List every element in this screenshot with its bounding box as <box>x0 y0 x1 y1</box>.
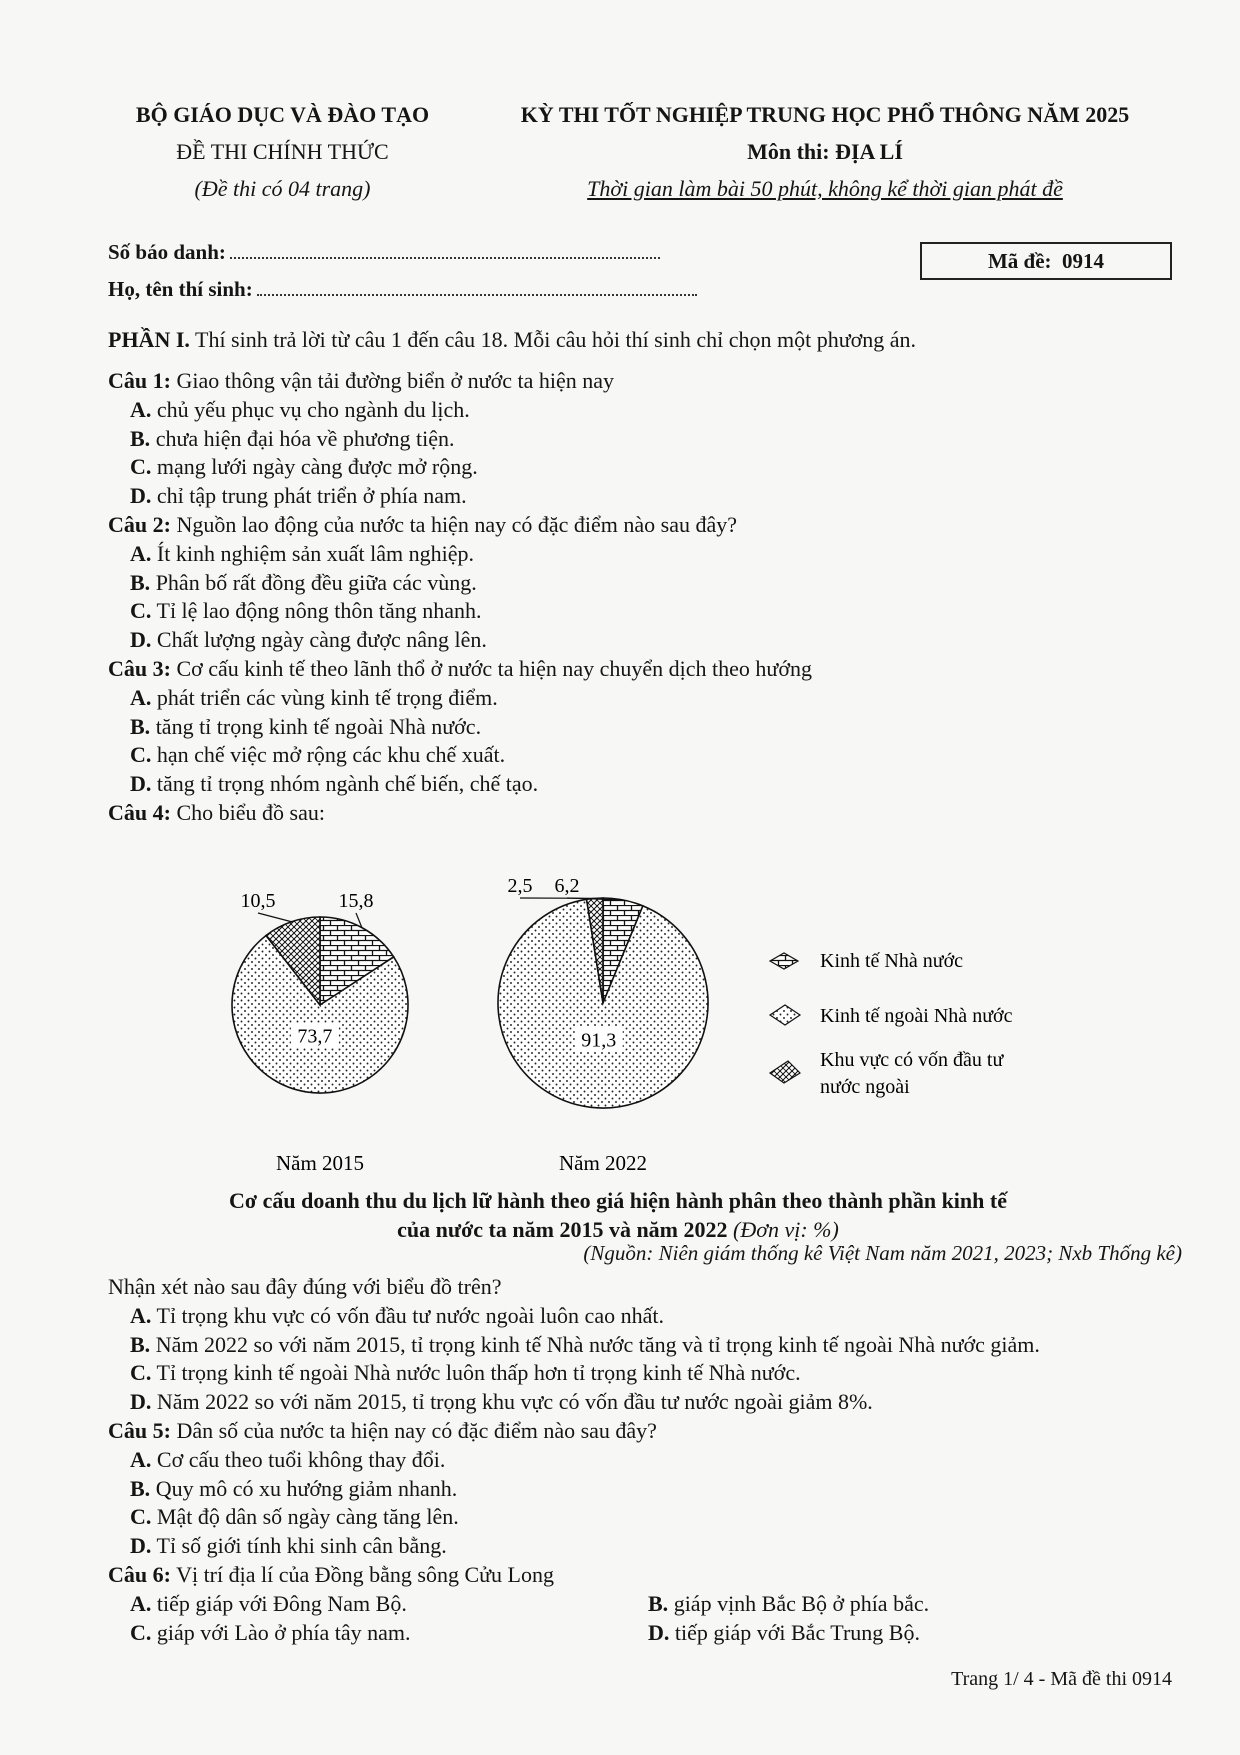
pie-2022 <box>498 898 708 1108</box>
part1-text: Thí sinh trả lời từ câu 1 đến câu 18. Mỗi câu hỏi thí sinh chỉ chọn một phương án. <box>195 327 917 352</box>
pages-note: (Đề thi có 04 trang) <box>194 176 371 201</box>
q3-text: Cơ cấu kinh tế theo lãnh thổ ở nước ta hiện nay chuyển dịch theo hướng <box>176 655 812 681</box>
q6-option-a[interactable]: A. tiếp giáp với Đông Nam Bộ. <box>130 1590 407 1616</box>
part1-instruction <box>108 326 916 355</box>
q6-text: Vị trí địa lí của Đồng bằng sông Cửu Long <box>176 1561 554 1587</box>
q3-option-b[interactable]: B. tăng tỉ trọng kinh tế ngoài Nhà nước. <box>130 713 482 739</box>
questions-1-3 <box>108 367 812 828</box>
legend-label-non-state: Kinh tế ngoài Nhà nước <box>820 1005 1013 1027</box>
q2-option-b[interactable]: B. Phân bố rất đồng đều giữa các vùng. <box>130 569 477 595</box>
name-dots[interactable] <box>257 278 697 296</box>
chart-title-line1: Cơ cấu doanh thu du lịch lữ hành theo giá hiện hành phân theo thành phần kinh tế <box>229 1188 1007 1213</box>
pie-label-fdi: 2,5 <box>507 875 533 897</box>
question-2 <box>108 511 812 540</box>
question-6 <box>108 1561 1188 1590</box>
q6-option-c[interactable]: C. giáp với Lào ở phía tây nam. <box>130 1619 411 1645</box>
q5-option-d[interactable]: D. Tỉ số giới tính khi sinh cân bằng. <box>130 1533 447 1559</box>
q4-text: Cho biểu đồ sau: <box>176 799 325 825</box>
legend-label-fdi-2: nước ngoài <box>820 1076 910 1098</box>
pie-label-non-state: 91,3 <box>581 1029 617 1052</box>
q6-label: Câu 6: <box>108 1561 171 1587</box>
legend-swatch-state <box>770 953 798 969</box>
q3-label: Câu 3: <box>108 655 171 681</box>
chart-unit: (Đơn vị: %) <box>733 1217 839 1242</box>
official-label: ĐỀ THI CHÍNH THỨC <box>176 139 389 164</box>
subject: Môn thi: ĐỊA LÍ <box>747 139 903 164</box>
question-1 <box>108 367 812 396</box>
q4-option-c[interactable]: C. Tỉ trọng kinh tế ngoài Nhà nước luôn thấp hơn tỉ trọng kinh tế Nhà nước. <box>130 1360 801 1386</box>
q5-option-c[interactable]: C. Mật độ dân số ngày càng tăng lên. <box>130 1504 459 1530</box>
q2-option-c[interactable]: C. Tỉ lệ lao động nông thôn tăng nhanh. <box>130 598 482 624</box>
q2-label: Câu 2: <box>108 511 171 537</box>
q6-option-d[interactable]: D. tiếp giáp với Bắc Trung Bộ. <box>648 1619 920 1645</box>
q5-option-a[interactable]: A. Cơ cấu theo tuổi không thay đổi. <box>130 1446 446 1472</box>
sbd-label: Số báo danh: <box>108 240 226 264</box>
q3-option-a[interactable]: A. phát triển các vùng kinh tế trọng điểm. <box>130 684 498 710</box>
question-3 <box>108 655 812 684</box>
year-label-2015: Năm 2015 <box>275 1151 365 1175</box>
q1-option-b[interactable]: B. chưa hiện đại hóa về phương tiện. <box>130 425 455 451</box>
time-note: Thời gian làm bài 50 phút, không kể thời gian phát đề <box>587 176 1063 201</box>
page-footer: Trang 1/ 4 - Mã đề thi 0914 <box>951 1668 1172 1690</box>
q1-option-d[interactable]: D. chỉ tập trung phát triển ở phía nam. <box>130 483 467 509</box>
q4-label: Câu 4: <box>108 799 171 825</box>
q1-label: Câu 1: <box>108 368 171 393</box>
q4-option-a[interactable]: A. Tỉ trọng khu vực có vốn đầu tư nước ngoài luôn cao nhất. <box>130 1302 664 1328</box>
exam-title: KỲ THI TỐT NGHIỆP TRUNG HỌC PHỔ THÔNG NĂM 2025 <box>520 102 1130 127</box>
legend-swatch-fdi <box>770 1061 800 1083</box>
q3-option-c[interactable]: C. hạn chế việc mở rộng các khu chế xuất. <box>130 742 506 768</box>
name-field <box>108 277 697 302</box>
q2-option-a[interactable]: A. Ít kinh nghiệm sản xuất lâm nghiệp. <box>130 540 474 566</box>
pie-chart-figure <box>180 855 1180 1185</box>
q6-option-b[interactable]: B. giáp vịnh Bắc Bộ ở phía bắc. <box>648 1590 930 1616</box>
question-4 <box>108 799 812 828</box>
q2-option-d[interactable]: D. Chất lượng ngày càng được nâng lên. <box>130 627 487 653</box>
q2-text: Nguồn lao động của nước ta hiện nay có đặc điểm nào sau đây? <box>176 511 737 537</box>
pie-label-non-state: 73,7 <box>297 1025 333 1048</box>
q4-question: Nhận xét nào sau đây đúng với biểu đồ trên? <box>108 1274 502 1299</box>
q6-row-2 <box>108 1619 1188 1648</box>
sbd-dots[interactable] <box>230 241 660 259</box>
name-label: Họ, tên thí sinh: <box>108 277 253 301</box>
part1-label: PHẦN I. <box>108 327 190 352</box>
q1-text: Giao thông vận tải đường biển ở nước ta hiện nay <box>176 368 614 393</box>
q5-text: Dân số của nước ta hiện nay có đặc điểm nào sau đây? <box>176 1417 657 1443</box>
chart-source: (Nguồn: Niên giám thống kê Việt Nam năm 2021, 2023; Nxb Thống kê) <box>583 1241 1182 1265</box>
chart-title-line2: của nước ta năm 2015 và năm 2022 <box>397 1217 728 1242</box>
legend-label-fdi-1: Khu vực có vốn đầu tư <box>820 1049 1004 1071</box>
exam-code-label: Mã đề: <box>987 249 1052 273</box>
exam-code-box <box>920 242 1172 280</box>
q4-option-b[interactable]: B. Năm 2022 so với năm 2015, tỉ trọng kinh tế Nhà nước tăng và tỉ trọng kinh tế ngoài Nhà nước giảm. <box>130 1331 1040 1357</box>
pie-2015 <box>232 917 408 1093</box>
legend-swatch-non-state <box>770 1005 800 1025</box>
question-5 <box>108 1417 1188 1446</box>
sbd-field <box>108 240 660 265</box>
header-right <box>475 96 1175 207</box>
pie-label-state: 15,8 <box>338 890 374 912</box>
legend <box>770 950 1013 1098</box>
legend-label-state: Kinh tế Nhà nước <box>820 950 964 972</box>
q5-option-b[interactable]: B. Quy mô có xu hướng giảm nhanh. <box>130 1475 458 1501</box>
questions-4-6 <box>108 1273 1188 1647</box>
q5-label: Câu 5: <box>108 1417 171 1443</box>
ministry-name: BỘ GIÁO DỤC VÀ ĐÀO TẠO <box>135 102 430 127</box>
q3-option-d[interactable]: D. tăng tỉ trọng nhóm ngành chế biến, chế tạo. <box>130 771 539 797</box>
q1-option-a[interactable]: A. chủ yếu phục vụ cho ngành du lịch. <box>130 396 470 422</box>
q6-row-1 <box>108 1590 1188 1619</box>
chart-title <box>108 1186 1128 1244</box>
year-label-2022: Năm 2022 <box>558 1151 648 1175</box>
pie-label-state: 6,2 <box>554 875 580 897</box>
exam-code-value: 0914 <box>1062 249 1105 273</box>
q1-option-c[interactable]: C. mạng lưới ngày càng được mở rộng. <box>130 454 478 480</box>
q4-option-d[interactable]: D. Năm 2022 so với năm 2015, tỉ trọng khu vực có vốn đầu tư nước ngoài giảm 8%. <box>130 1389 873 1415</box>
pie-label-fdi: 10,5 <box>240 890 276 912</box>
pie-leader-line <box>258 913 291 922</box>
header-left <box>110 96 455 207</box>
